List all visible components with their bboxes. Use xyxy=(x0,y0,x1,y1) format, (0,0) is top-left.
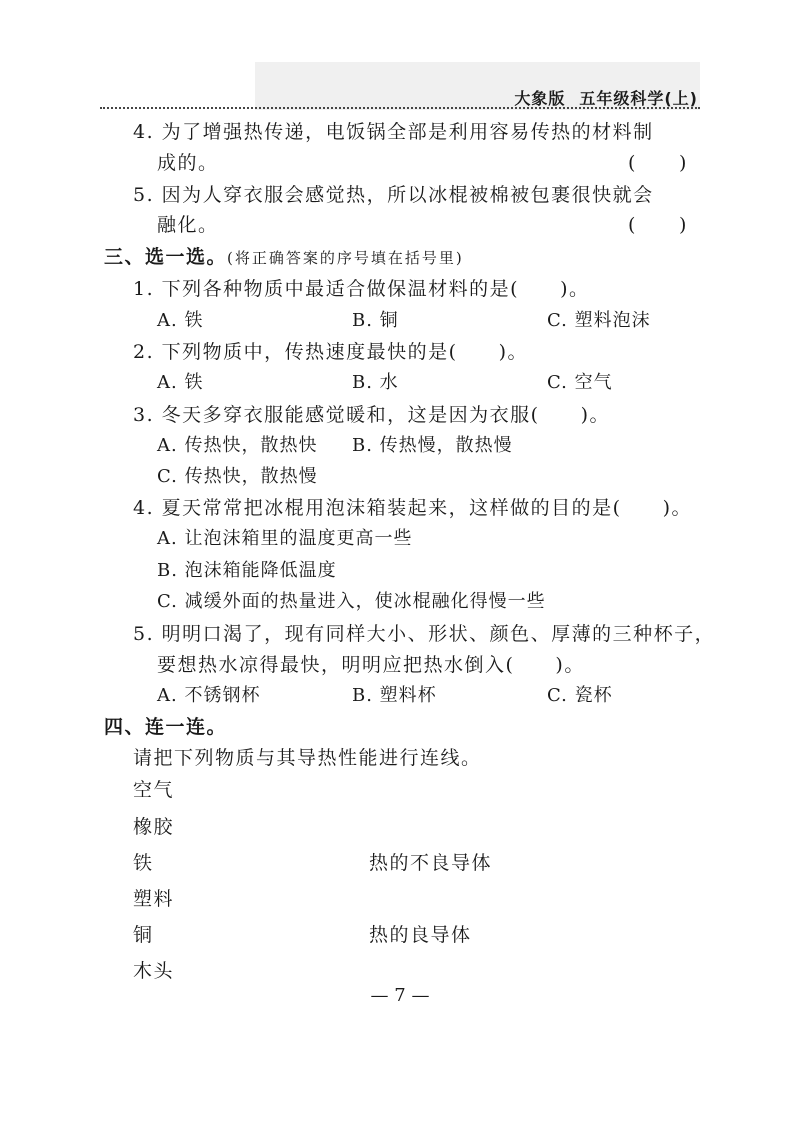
match-material[interactable]: 橡胶 xyxy=(133,816,175,838)
judge-q5-line1: 5. 因为人穿衣服会感觉热，所以冰棍被棉被包裹很快就会 xyxy=(133,184,654,206)
mc-q5-stem-line2: 要想热水凉得最快，明明应把热水倒入( )。 xyxy=(157,654,585,676)
mc-q4-stem: 4. 夏天常常把冰棍用泡沫箱装起来，这样做的目的是( )。 xyxy=(133,497,692,519)
section4-instruction: 请把下列物质与其导热性能进行连线。 xyxy=(133,747,482,769)
section3-heading xyxy=(104,244,464,271)
judge-q5-line2: 融化。 xyxy=(157,214,219,236)
mc-q2-stem: 2. 下列物质中，传热速度最快的是( )。 xyxy=(133,341,528,363)
mc-q5-option-a[interactable]: A. 不锈钢杯 xyxy=(157,685,261,706)
judge-q4-line1: 4. 为了增强热传递，电饭锅全部是利用容易传热的材料制 xyxy=(133,121,654,143)
mc-q3-stem: 3. 冬天多穿衣服能感觉暖和，这是因为衣服( )。 xyxy=(133,404,610,426)
match-material[interactable]: 塑料 xyxy=(133,888,175,910)
mc-q2-option-b[interactable]: B. 水 xyxy=(352,372,399,393)
page-number: — 7 — xyxy=(370,985,430,1006)
mc-q1-option-c[interactable]: C. 塑料泡沫 xyxy=(547,310,651,331)
section3-title: 三、选一选。 xyxy=(104,246,228,268)
mc-q3-option-c[interactable]: C. 传热快，散热慢 xyxy=(157,466,318,487)
grade-subject-label: 五年级科学(上) xyxy=(579,89,698,108)
match-material[interactable]: 铜 xyxy=(133,924,154,946)
section4-title: 四、连一连。 xyxy=(104,716,228,738)
mc-q1-stem: 1. 下列各种物质中最适合做保温材料的是( )。 xyxy=(133,278,590,300)
mc-q4-option-a[interactable]: A. 让泡沫箱里的温度更高一些 xyxy=(157,528,413,549)
match-category-good-conductor[interactable]: 热的良导体 xyxy=(369,924,472,946)
answer-paren-close[interactable]: ) xyxy=(679,214,687,236)
mc-q2-option-c[interactable]: C. 空气 xyxy=(547,372,613,393)
mc-q1-option-a[interactable]: A. 铁 xyxy=(157,310,204,331)
section3-note: (将正确答案的序号填在括号里) xyxy=(227,249,464,267)
mc-q1-option-b[interactable]: B. 铜 xyxy=(352,310,399,331)
match-material[interactable]: 铁 xyxy=(133,852,154,874)
judge-q4-line2: 成的。 xyxy=(157,152,219,174)
header-divider xyxy=(100,107,700,109)
mc-q4-option-b[interactable]: B. 泡沫箱能降低温度 xyxy=(157,560,337,581)
answer-paren-open[interactable]: ( xyxy=(628,152,636,174)
match-material[interactable]: 空气 xyxy=(133,779,175,801)
answer-paren-close[interactable]: ) xyxy=(679,152,687,174)
answer-paren-open[interactable]: ( xyxy=(628,214,636,236)
mc-q5-option-c[interactable]: C. 瓷杯 xyxy=(547,685,613,706)
mc-q3-option-a[interactable]: A. 传热快，散热快 xyxy=(157,435,318,456)
mc-q3-option-b[interactable]: B. 传热慢，散热慢 xyxy=(352,435,513,456)
mc-q5-stem-line1: 5. 明明口渴了，现有同样大小、形状、颜色、厚薄的三种杯子， xyxy=(133,623,716,645)
publisher-label: 大象版 xyxy=(514,89,566,108)
match-material[interactable]: 木头 xyxy=(133,960,175,982)
mc-q2-option-a[interactable]: A. 铁 xyxy=(157,372,204,393)
mc-q4-option-c[interactable]: C. 减缓外面的热量进入，使冰棍融化得慢一些 xyxy=(157,591,546,612)
match-category-poor-conductor[interactable]: 热的不良导体 xyxy=(369,852,493,874)
running-header xyxy=(514,86,698,109)
mc-q5-option-b[interactable]: B. 塑料杯 xyxy=(352,685,437,706)
